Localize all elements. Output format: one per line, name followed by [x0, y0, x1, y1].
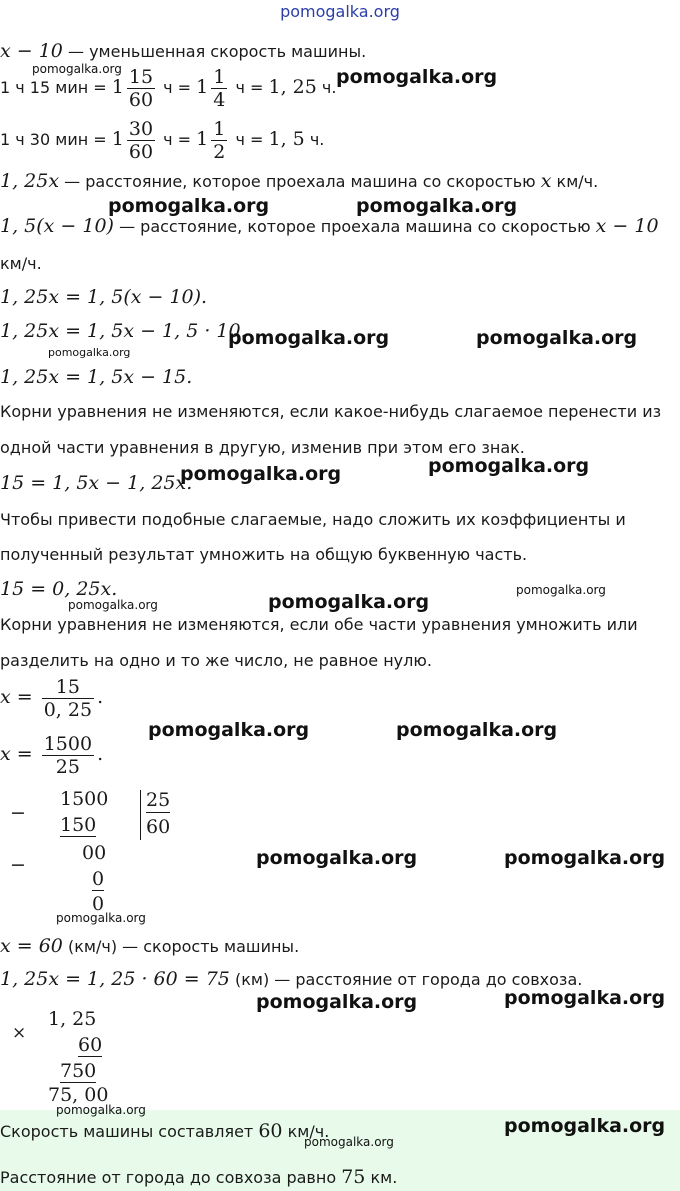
watermark: pomogalka.org	[504, 987, 666, 1009]
watermark: pomogalka.org	[256, 991, 418, 1013]
product: 75, 00	[48, 1084, 109, 1106]
math-lhs: x =	[0, 686, 39, 708]
numerator: 15	[128, 66, 154, 88]
text: ч =	[230, 130, 269, 149]
text: Расстояние от города до совхоза равно	[0, 1168, 342, 1187]
math-var: x − 10	[595, 215, 659, 237]
division-quotient: 60	[146, 816, 171, 838]
math-expr: 1, 25x = 1, 25 · 60 = 75	[0, 968, 230, 990]
answer-value: 60	[258, 1120, 283, 1142]
rule-like-terms-line-2: полученный результат умножить на общую буквенную часть.	[0, 545, 528, 564]
denominator: 0, 25	[43, 699, 93, 721]
denominator: 60	[128, 89, 154, 111]
text: ч =	[158, 130, 197, 149]
partial-product: 750	[60, 1060, 97, 1082]
watermark: pomogalka.org	[336, 66, 498, 88]
text: ч =	[158, 78, 197, 97]
answer-value: 75	[341, 1166, 366, 1188]
division-bracket	[140, 790, 141, 840]
text: 1 ч 30 мин =	[0, 130, 112, 149]
math-lhs: x =	[0, 743, 39, 765]
text: ч =	[230, 78, 269, 97]
answer-distance	[0, 1166, 397, 1188]
line-distance-2	[0, 215, 659, 237]
division-subtrahend-1: 150	[60, 814, 97, 836]
equation-3: 1, 25x = 1, 5x − 15.	[0, 366, 193, 388]
text: ч.	[316, 78, 337, 97]
math-expr: x = 60	[0, 935, 63, 957]
numerator: 15	[42, 676, 94, 699]
line-reduced-speed	[0, 40, 366, 62]
line-time-conversion-2	[0, 118, 324, 163]
math-expr: x − 10	[0, 40, 63, 62]
fraction	[42, 733, 94, 778]
text: ч.	[304, 130, 325, 149]
watermark: pomogalka.org	[396, 719, 558, 741]
watermark: pomogalka.org	[256, 847, 418, 869]
watermark: pomogalka.org	[476, 327, 638, 349]
watermark: pomogalka.org	[228, 327, 390, 349]
watermark: pomogalka.org	[180, 463, 342, 485]
text: (км) — расстояние от города до совхоза.	[229, 970, 583, 989]
text: 1 ч 15 мин =	[0, 78, 112, 97]
line-distance-1	[0, 170, 598, 192]
rule-transfer-line-2: одной части уравнения в другую, изменив при этом его знак.	[0, 438, 525, 457]
text: км/ч.	[551, 172, 599, 191]
equation-4: 15 = 1, 5x − 1, 25x.	[0, 472, 193, 494]
text: (км/ч) — скорость машины.	[62, 937, 300, 956]
fraction	[127, 118, 155, 163]
watermark: pomogalka.org	[56, 1103, 146, 1117]
numerator: 1	[213, 118, 226, 140]
watermark: pomogalka.org	[304, 1135, 394, 1149]
result-distance	[0, 968, 582, 990]
math-whole: 1	[196, 128, 209, 150]
site-header-link[interactable]: pomogalka.org	[280, 2, 400, 21]
text: — уменьшенная скорость машины.	[62, 42, 367, 61]
math-whole: 1	[196, 76, 209, 98]
watermark: pomogalka.org	[48, 346, 131, 359]
rule-divide-line-2: разделить на одно и то же число, не равное нулю.	[0, 651, 432, 670]
text: Скорость машины составляет	[0, 1122, 259, 1141]
equation-1: 1, 25x = 1, 5(x − 10).	[0, 286, 208, 308]
math-var: x	[540, 170, 552, 192]
math-value: 1, 25	[268, 76, 317, 98]
watermark: pomogalka.org	[428, 455, 590, 477]
text: — расстояние, которое проехала машина со скоростью	[113, 217, 596, 236]
watermark: pomogalka.org	[516, 583, 606, 597]
fraction	[211, 66, 227, 111]
watermark: pomogalka.org	[504, 1115, 666, 1137]
equation-2: 1, 25x = 1, 5x − 1, 5 · 10.	[0, 320, 247, 342]
fraction	[42, 676, 94, 721]
division-subtrahend-2: 0	[92, 868, 105, 890]
fraction	[127, 66, 155, 111]
division-remainder-2: 0	[92, 893, 105, 915]
watermark: pomogalka.org	[32, 62, 122, 76]
answer-speed	[0, 1120, 329, 1142]
division-remainder-1: 00	[82, 842, 107, 864]
watermark: pomogalka.org	[268, 591, 430, 613]
denominator: 2	[213, 141, 226, 163]
fraction	[211, 118, 227, 163]
watermark: pomogalka.org	[68, 598, 158, 612]
watermark: pomogalka.org	[148, 719, 310, 741]
denominator: 60	[128, 141, 154, 163]
numerator: 1500	[43, 733, 93, 755]
math-whole: 1	[111, 76, 124, 98]
text: км.	[365, 1168, 398, 1187]
math-value: 1, 5	[268, 128, 305, 150]
equation-6: x = $\frac{15}{0, 25}$ .	[0, 676, 104, 721]
division-divisor: 25	[146, 789, 171, 811]
equation-5: 15 = 0, 25x.	[0, 578, 118, 600]
numerator: 30	[128, 118, 154, 140]
division-minus-sign: −	[10, 854, 26, 876]
denominator: 4	[213, 89, 226, 111]
division-dividend: 1500	[60, 788, 109, 810]
line-distance-2-unit: км/ч.	[0, 254, 42, 273]
math-expr: 1, 5(x − 10)	[0, 215, 114, 237]
watermark: pomogalka.org	[56, 911, 146, 925]
multiplication-sign: ×	[12, 1023, 27, 1043]
division-minus-sign: −	[10, 802, 26, 824]
numerator: 1	[213, 66, 226, 88]
rule-divide-line-1: Корни уравнения не изменяются, если обе части уравнения умножить или	[0, 615, 638, 634]
rule-transfer-line-1: Корни уравнения не изменяются, если какое-нибудь слагаемое перенести из	[0, 402, 662, 421]
equation-7: x = $\frac{1500}{25}$ .	[0, 733, 104, 778]
result-speed	[0, 935, 299, 957]
math-expr: 1, 25x	[0, 170, 60, 192]
watermark: pomogalka.org	[108, 195, 270, 217]
denominator: 25	[55, 756, 80, 778]
watermark: pomogalka.org	[504, 847, 666, 869]
multiplier: 60	[78, 1034, 103, 1056]
math-whole: 1	[111, 128, 124, 150]
text: — расстояние, которое проехала машина со скоростью	[59, 172, 541, 191]
text: км/ч.	[282, 1122, 330, 1141]
watermark: pomogalka.org	[356, 195, 518, 217]
rule-like-terms-line-1: Чтобы привести подобные слагаемые, надо сложить их коэффициенты и	[0, 510, 626, 529]
multiplicand: 1, 25	[48, 1008, 97, 1030]
